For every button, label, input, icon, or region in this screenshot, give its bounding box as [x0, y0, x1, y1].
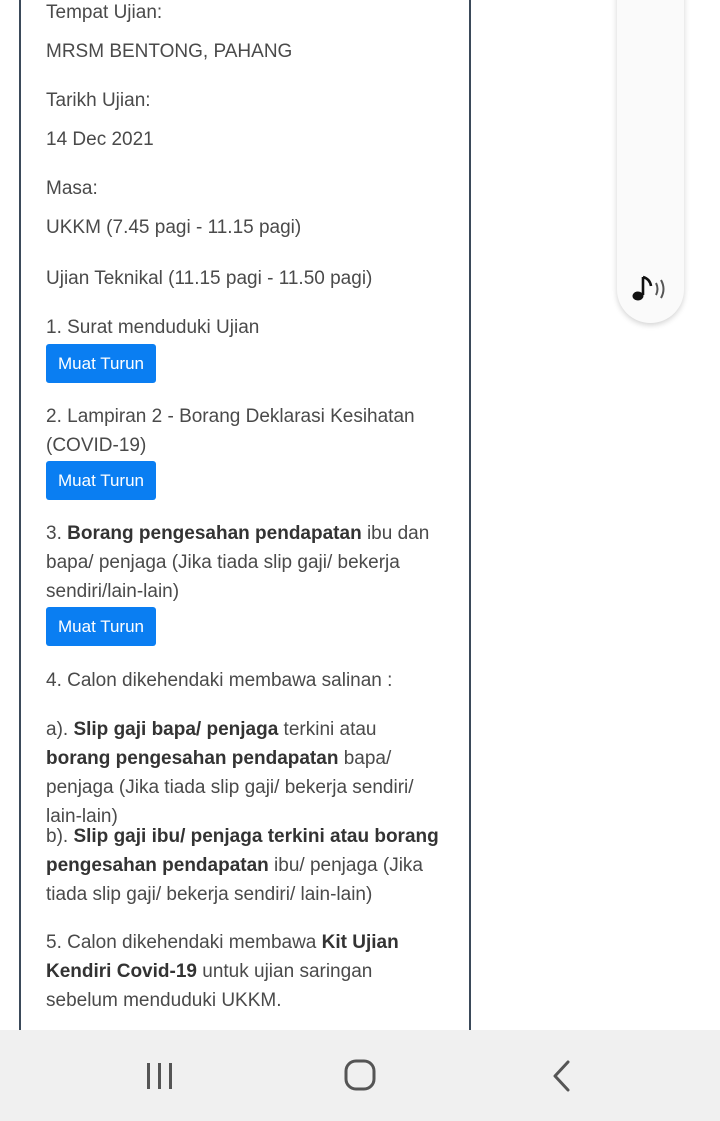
recent-apps-icon[interactable] — [135, 1054, 185, 1098]
item-1-text: 1. Surat menduduki Ujian — [46, 317, 260, 338]
item-2-text-line2: (COVID-19) — [46, 435, 147, 456]
venue-label: Tempat Ujian: — [46, 2, 163, 23]
item-4a-bold1: Slip gaji bapa/ penjaga — [73, 719, 279, 740]
item-4a-prefix: a). — [46, 719, 74, 740]
time-ukkm: UKKM (7.45 pagi - 11.15 pagi) — [46, 217, 302, 238]
date-value: 14 Dec 2021 — [46, 129, 154, 150]
item-4b-bold: Slip gaji ibu/ penjaga terkini atau borang pengesahan pendapatan — [46, 826, 439, 876]
item-3-rest: ibu dan bapa/ penjaga (Jika tiada slip gaji/ bekerja sendiri/lain-lain) — [46, 523, 430, 602]
item-4b-text — [46, 822, 446, 909]
item-3-bold: Borang pengesahan pendapatan — [67, 523, 362, 544]
item-5-rest: untuk ujian saringan sebelum menduduki UKKM. — [46, 961, 373, 1011]
download-button-3[interactable]: Muat Turun — [46, 607, 156, 646]
item-4b-rest: ibu/ penjaga (Jika tiada slip gaji/ bekerja sendiri/ lain-lain) — [46, 855, 423, 905]
item-4a-bold2: borang pengesahan pendapatan — [46, 748, 339, 769]
download-button-2[interactable]: Muat Turun — [46, 461, 156, 500]
time-label: Masa: — [46, 178, 98, 199]
download-button-1[interactable]: Muat Turun — [46, 344, 156, 383]
item-5-bold: Kit Ujian Kendiri Covid-19 — [46, 932, 399, 982]
item-4-text: 4. Calon dikehendaki membawa salinan : — [46, 670, 393, 691]
item-4a-mid: terkini atau — [278, 719, 377, 740]
audio-note-icon[interactable] — [629, 273, 673, 305]
item-4b-prefix: b). — [46, 826, 74, 847]
item-3-prefix: 3. — [46, 523, 68, 544]
item-2-text-line1: 2. Lampiran 2 - Borang Deklarasi Kesihatan — [46, 406, 415, 427]
item-5-prefix: 5. Calon dikehendaki membawa — [46, 932, 322, 953]
floating-audio-panel — [617, 0, 684, 323]
date-label: Tarikh Ujian: — [46, 90, 151, 111]
item-4a-text — [46, 715, 446, 831]
back-icon[interactable] — [537, 1054, 587, 1098]
item-5-text — [46, 928, 446, 1015]
venue-value: MRSM BENTONG, PAHANG — [46, 41, 293, 62]
android-nav-bar — [0, 1030, 720, 1121]
home-icon[interactable] — [335, 1054, 385, 1098]
time-technical: Ujian Teknikal (11.15 pagi - 11.50 pagi) — [46, 268, 373, 289]
item-4a-rest: bapa/ penjaga (Jika tiada slip gaji/ bekerja sendiri/ lain-lain) — [46, 748, 414, 827]
item-3-text — [46, 519, 446, 606]
